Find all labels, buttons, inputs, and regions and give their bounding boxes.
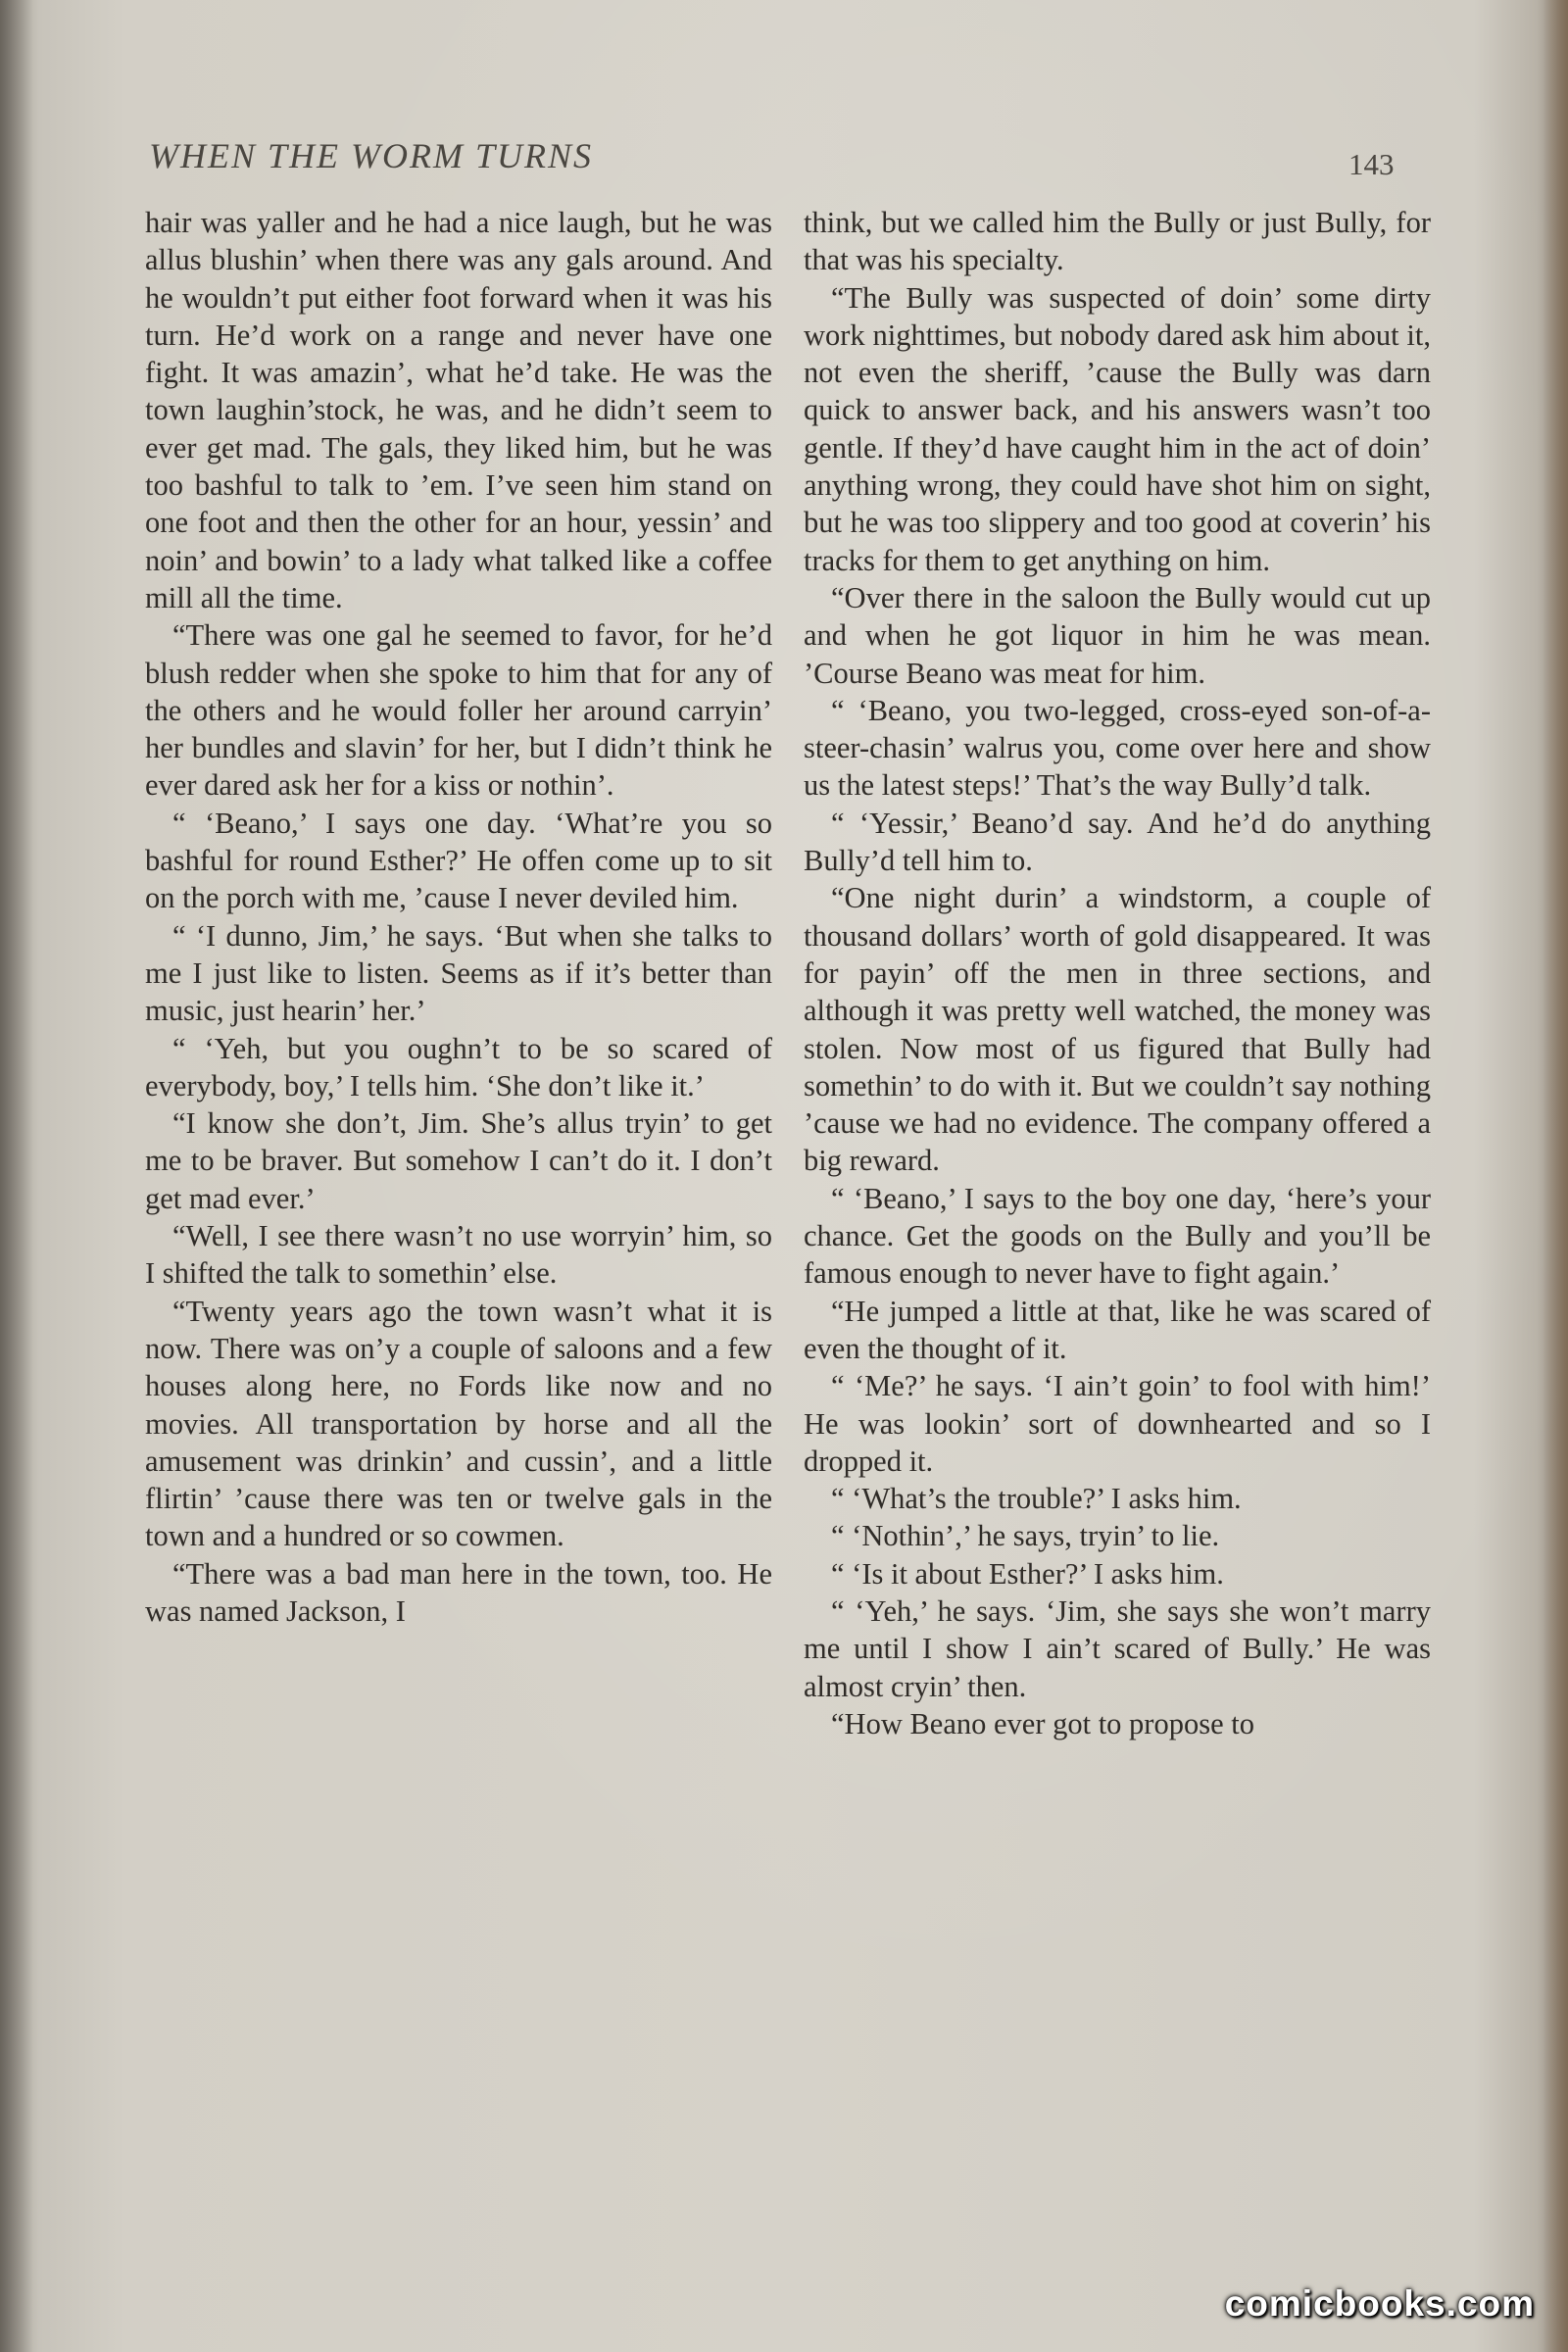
paragraph: “Well, I see there wasn’t no use worryin’ him, so I shifted the talk to somethin’ else. xyxy=(145,1219,772,1291)
paragraph: “ ‘Beano,’ I says to the boy one day, ‘here’s your chance. Get the goods on the Bully and you’ll be famous enough to never have to fight again.’ xyxy=(804,1181,1431,1291)
paragraph: “ ‘Nothin’,’ he says, tryin’ to lie. xyxy=(831,1519,1220,1553)
paragraph: “There was one gal he seemed to favor, for he’d blush redder when she spoke to him that for any of the others and he would foller her around carryin’ her bundles and slavin’ for her, but I didn’t think he ever dared ask her for a kiss or nothin’. xyxy=(145,618,772,803)
paragraph: think, but we called him the Bully or just Bully, for that was his specialty. xyxy=(804,206,1431,277)
paragraph: “One night durin’ a windstorm, a couple of thousand dollars’ worth of gold disappeared. It was for payin’ off the men in three sections, and although it was pretty well watched, the money was stolen. Now most of us figured that Bully had somethin’ to do with it. But we couldn’t say nothing ’cause we had no evidence. The company offered a big reward. xyxy=(804,881,1431,1178)
page-number: 143 xyxy=(1348,147,1395,181)
paragraph: “Twenty years ago the town wasn’t what it is now. There was on’y a couple of saloons and a few houses along here, no Fords like now and no movies. All transportation by horse and all the amusement was drinkin’ and cussin’, and a little flirtin’ ’cause there was ten or twelve gals in the town and a hundred or so cowmen. xyxy=(145,1294,772,1553)
paragraph: “There was a bad man here in the town, too. He was named Jackson, I xyxy=(145,1556,772,1628)
paragraph: “He jumped a little at that, like he was scared of even the thought of it. xyxy=(804,1294,1431,1365)
paragraph: hair was yaller and he had a nice laugh, but he was allus blushin’ when there was any gals around. And he wouldn’t put either foot forward when it was his turn. He’d work on a range and never have one fight. It was amazin’, what he’d take. He was the town laughin’stock, he was, and he didn’t seem to ever get mad. The gals, they liked him, but he was too bashful to talk to ’em. I’ve seen him stand on one foot and then the other for an hour, yessin’ and noin’ and bowin’ to a lady what talked like a coffee mill all the time. xyxy=(145,206,772,614)
paragraph: “How Beano ever got to propose to xyxy=(831,1706,1254,1740)
paragraph: “The Bully was suspected of doin’ some dirty work nighttimes, but nobody dared ask him about it, not even the sheriff, ’cause the Bully was darn quick to answer back, and his answers wasn’t too gentle. If they’d have caught him in the act of doin’ anything wrong, they could have shot him on sight, but he was too slippery and too good at coverin’ his tracks for them to get anything on him. xyxy=(804,280,1431,577)
paragraph: “ ‘Yeh, but you oughn’t to be so scared of everybody, boy,’ I tells him. ‘She don’t like it.’ xyxy=(145,1031,772,1102)
running-head: WHEN THE WORM TURNS xyxy=(149,136,593,175)
paragraph: “ ‘Beano,’ I says one day. ‘What’re you so bashful for round Esther?’ He offen come up to sit on the porch with me, ’cause I never deviled him. xyxy=(145,806,772,915)
paragraph: “ ‘Is it about Esther?’ I asks him. xyxy=(831,1556,1224,1591)
paragraph: “Over there in the saloon the Bully would cut up and when he got liquor in him he was mean. ’Course Beano was meat for him. xyxy=(804,580,1431,690)
text-column-right xyxy=(804,204,1431,1742)
paragraph: “I know she don’t, Jim. She’s allus tryin’ to get me to be braver. But somehow I can’t do it. I don’t get mad ever.’ xyxy=(145,1106,772,1215)
paragraph: “ ‘I dunno, Jim,’ he says. ‘But when she talks to me I just like to listen. Seems as if it’s better than music, just hearin’ her.’ xyxy=(145,918,772,1028)
paragraph: “ ‘Me?’ he says. ‘I ain’t goin’ to fool with him!’ He was lookin’ sort of downhearted and so I dropped it. xyxy=(804,1369,1431,1478)
page-edge-tint xyxy=(1543,0,1568,2352)
watermark-logo: comicbooks.com xyxy=(1224,2283,1535,2324)
paragraph: “ ‘What’s the trouble?’ I asks him. xyxy=(831,1482,1242,1516)
paragraph: “ ‘Yessir,’ Beano’d say. And he’d do anything Bully’d tell him to. xyxy=(804,806,1431,878)
paragraph: “ ‘Yeh,’ he says. ‘Jim, she says she won’t marry me until I show I ain’t scared of Bully.’ He was almost cryin’ then. xyxy=(804,1593,1431,1703)
text-column-left xyxy=(145,204,772,1630)
paragraph: “ ‘Beano, you two-legged, cross-eyed son-of-a-steer-chasin’ walrus you, come over here and show us the latest steps!’ That’s the way Bully’d talk. xyxy=(804,693,1431,803)
binding-gutter-shadow xyxy=(0,0,33,2352)
